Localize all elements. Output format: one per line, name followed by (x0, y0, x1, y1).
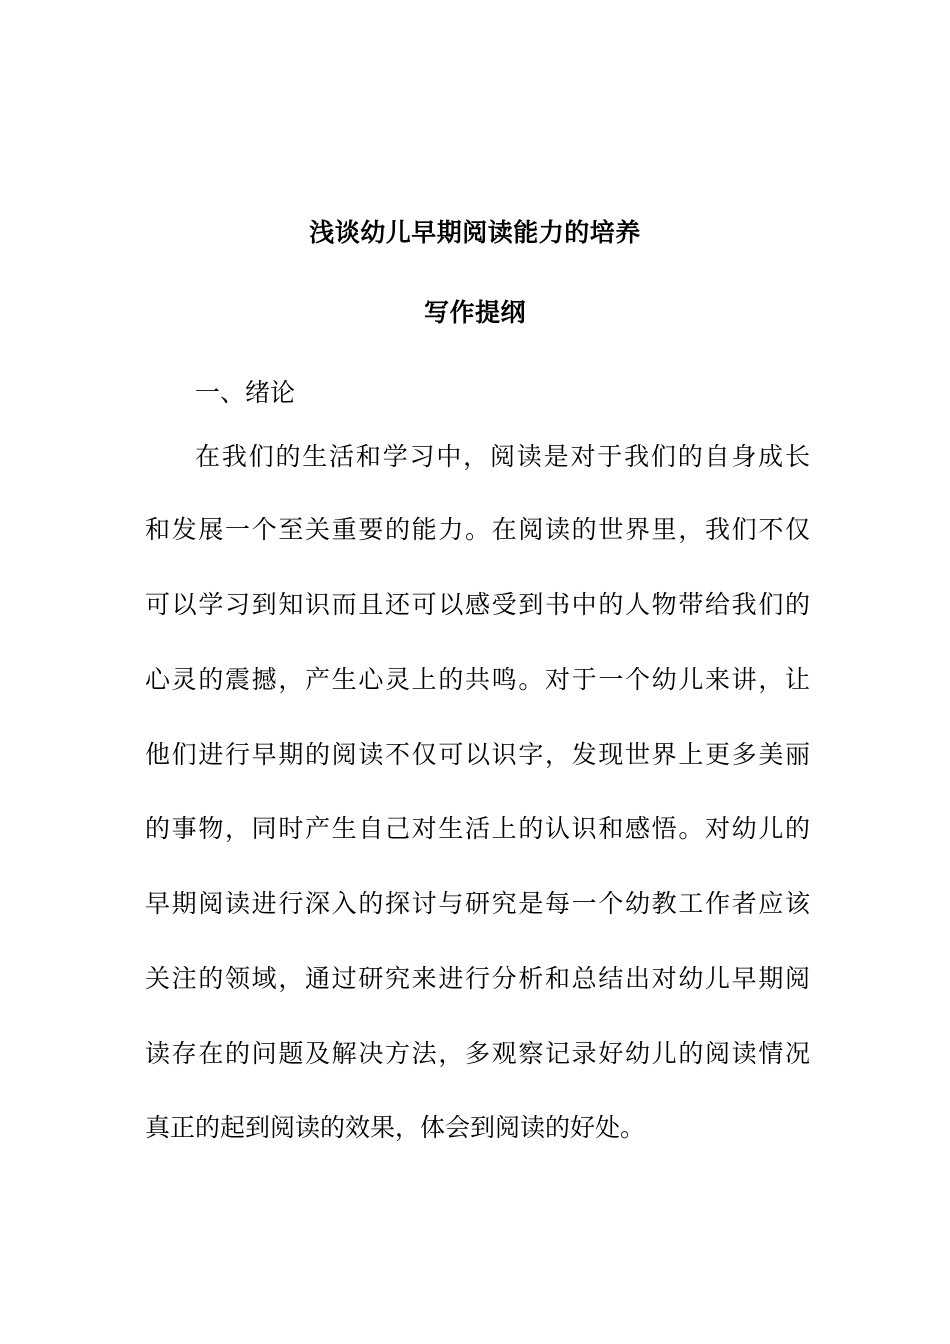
paragraph-line: 和发展一个至关重要的能力。在阅读的世界里，我们不仅 (145, 515, 810, 544)
paragraph-line: 在我们的生活和学习中，阅读是对于我们的自身成长 (195, 442, 810, 471)
section-heading: 一、绪论 (195, 378, 296, 407)
paragraph-line: 他们进行早期的阅读不仅可以识字，发现世界上更多美丽 (145, 740, 810, 769)
document-title: 浅谈幼儿早期阅读能力的培养 (309, 218, 641, 247)
paragraph-line: 的事物，同时产生自己对生活上的认识和感悟。对幼儿的 (145, 814, 810, 843)
paragraph-line: 早期阅读进行深入的探讨与研究是每一个幼教工作者应该 (145, 889, 810, 918)
document-subtitle: 写作提纲 (423, 298, 526, 327)
paragraph-line: 可以学习到知识而且还可以感受到书中的人物带给我们的 (145, 590, 810, 619)
paragraph-line: 真正的起到阅读的效果，体会到阅读的好处。 (145, 1113, 646, 1142)
paragraph-line: 心灵的震撼，产生心灵上的共鸣。对于一个幼儿来讲，让 (145, 665, 810, 694)
paragraph-line: 关注的领域，通过研究来进行分析和总结出对幼儿早期阅 (145, 964, 810, 993)
paragraph-line: 读存在的问题及解决方法，多观察记录好幼儿的阅读情况 (145, 1039, 810, 1068)
